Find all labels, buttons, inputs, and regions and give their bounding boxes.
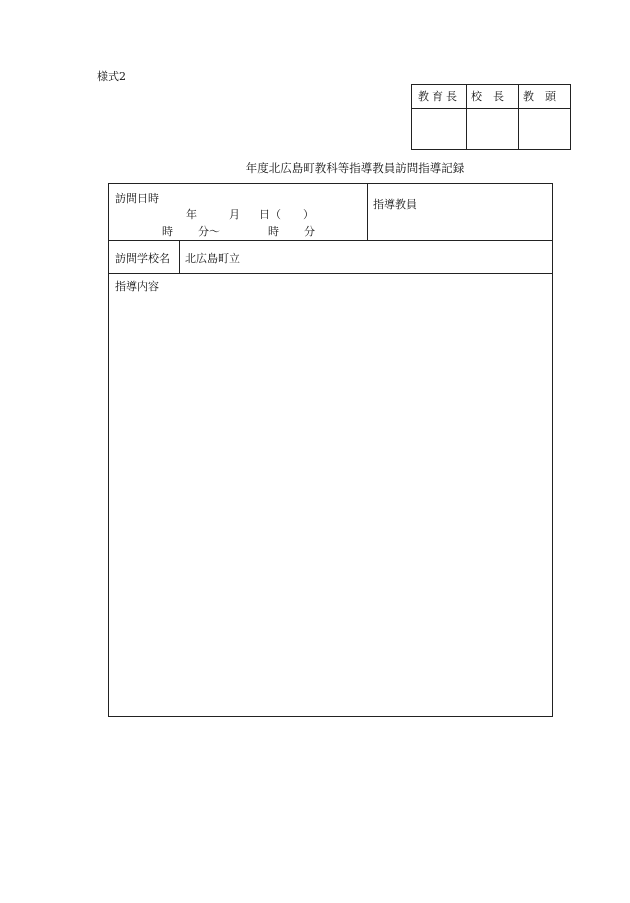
time-end-hour-label: 時 (268, 225, 279, 238)
date-month-label: 月 (229, 208, 240, 221)
visit-datetime-label: 訪問日時 (115, 192, 159, 205)
approval-stamp-box (411, 84, 571, 150)
date-day-label: 日（ ） (259, 208, 314, 221)
form-divider (109, 240, 552, 241)
time-start-hour-label: 時 (162, 225, 173, 238)
time-start-minute-label: 分～ (198, 225, 220, 238)
form-divider (367, 184, 368, 240)
school-name-label: 訪問学校名 (115, 252, 170, 265)
stamp-header-vice-principal: 教 頭 (523, 90, 556, 103)
document-title: 年度北広島町教科等指導教員訪問指導記録 (245, 161, 465, 175)
guidance-content-label: 指導内容 (115, 280, 159, 293)
stamp-header-superintendent: 教育長 (418, 90, 460, 103)
form-divider (109, 273, 552, 274)
form-number-label: 様式2 (97, 70, 126, 83)
date-year-label: 年 (186, 208, 197, 221)
stamp-header-principal: 校 長 (471, 90, 504, 103)
instructor-label: 指導教員 (373, 198, 417, 211)
school-name-value: 北広島町立 (185, 252, 240, 265)
visit-record-form (108, 183, 553, 717)
time-end-minute-label: 分 (304, 225, 315, 238)
form-divider (179, 240, 180, 273)
